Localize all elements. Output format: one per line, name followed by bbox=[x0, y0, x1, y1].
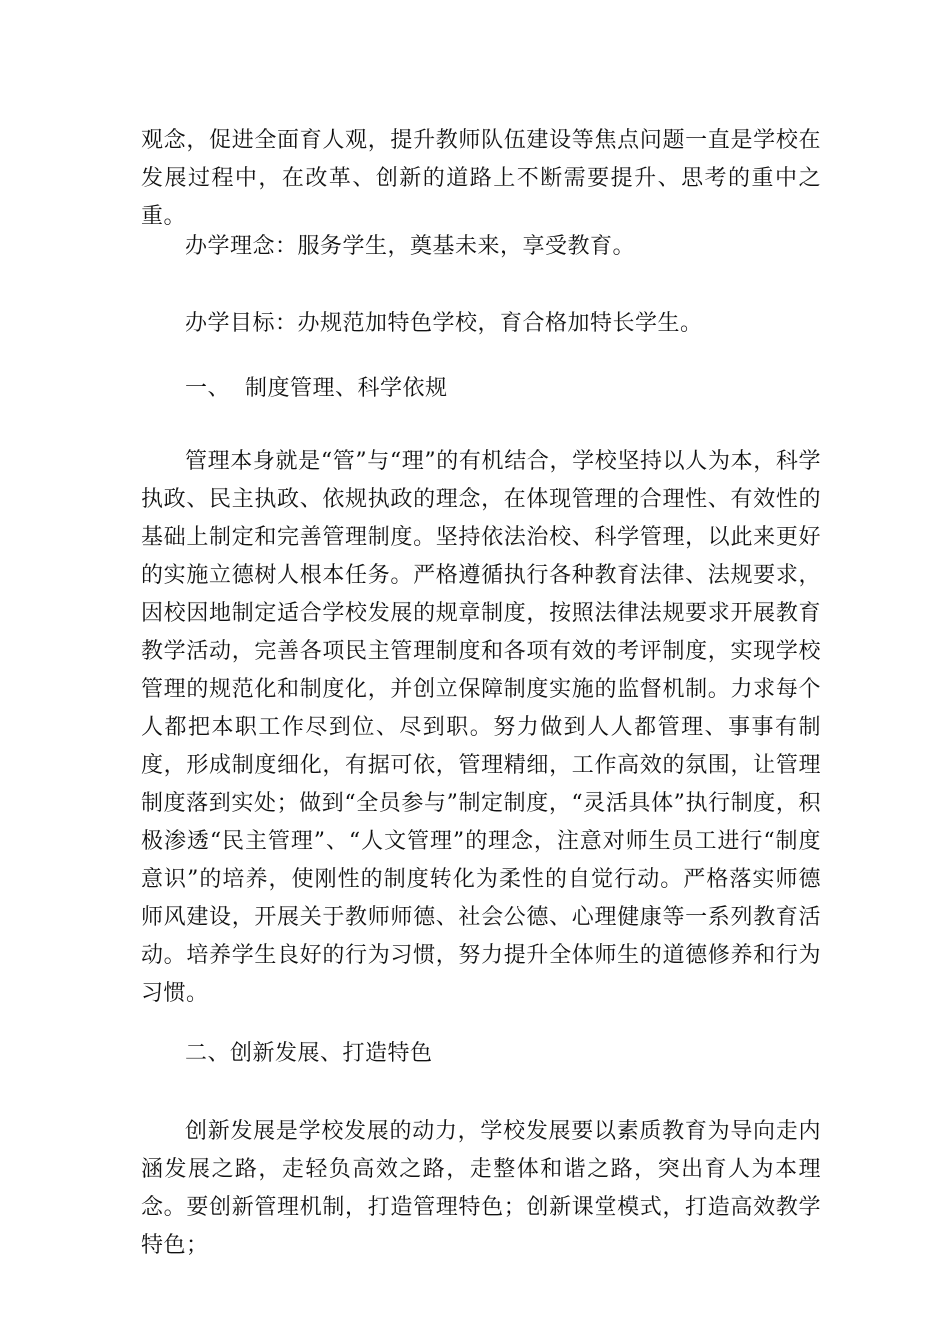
section1-heading: 一、 制度管理、科学依规 bbox=[185, 376, 448, 401]
goal-line: 办学目标：办规范加特色学校，育合格加特长学生。 bbox=[185, 311, 703, 336]
intro-paragraph: 观念，促进全面育人观，提升教师队伍建设等焦点问题一直是学校在发展过程中，在改革、创新的道路上不断需要提升、思考的重中之重。 bbox=[141, 128, 821, 229]
section2-heading: 二、创新发展、打造特色 bbox=[185, 1041, 433, 1066]
section2-body: 创新发展是学校发展的动力，学校发展要以素质教育为导向走内涵发展之路，走轻负高效之路，走整体和谐之路，突出育人为本理念。要创新管理机制，打造管理特色；创新课堂模式，打造高效教学特色； bbox=[141, 1119, 821, 1258]
section1-body: 管理本身就是“管”与“理”的有机结合，学校坚持以人为本，科学执政、民主执政、依规执政的理念，在体现管理的合理性、有效性的基础上制定和完善管理制度。坚持依法治校、科学管理，以此来更好的实施立德树人根本任务。严格遵循执行各种教育法律、法规要求，因校因地制定适合学校发展的规章制度，按照法律法规要求开展教育教学活动，完善各项民主管理制度和各项有效的考评制度，实现学校管理的规范化和制度化，并创立保障制度实施的监督机制。力求每个人都把本职工作尽到位、尽到职。努力做到人人都管理、事事有制度，形成制度细化，有据可依，管理精细，工作高效的氛围，让管理制度落到实处；做到“全员参与”制定制度，“灵活具体”执行制度，积极渗透“民主管理”、“人文管理”的理念，注意对师生员工进行“制度意识”的培养，使刚性的制度转化为柔性的自觉行动。严格落实师德师风建设，开展关于教师师德、社会公德、心理健康等一系列教育活动。培养学生良好的行为习惯，努力提升全体师生的道德修养和行为习惯。 bbox=[141, 449, 821, 1006]
philosophy-line: 办学理念：服务学生，奠基未来，享受教育。 bbox=[185, 234, 636, 259]
